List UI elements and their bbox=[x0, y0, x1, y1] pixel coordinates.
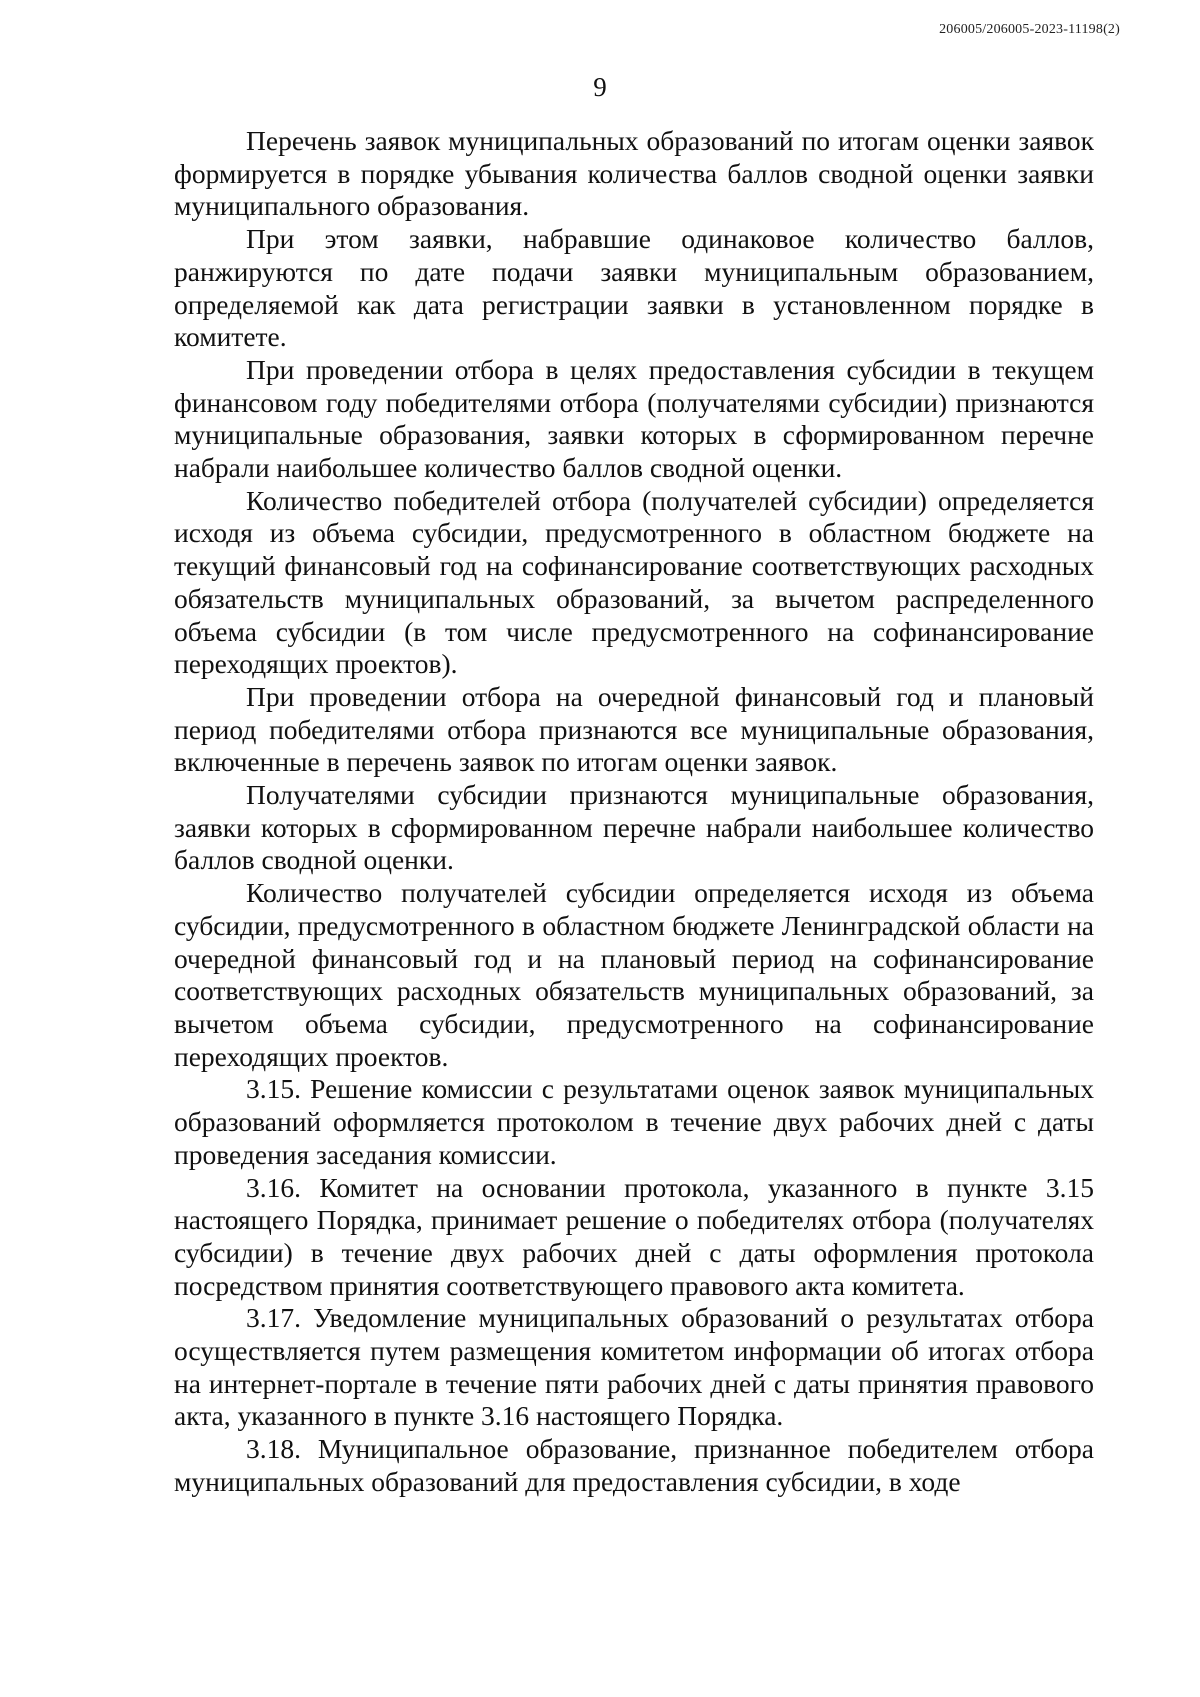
paragraph-current-year-winners: При проведении отбора в целях предоставления субсидии в текущем финансовом году победителями отбора (получателями субсидии) признаются муниципальные образования, заявки которых в сформированном перечне набрали наибольшее количество баллов сводной оценки. bbox=[174, 353, 1094, 484]
clause-3-16: 3.16. Комитет на основании протокола, указанного в пункте 3.15 настоящего Порядка, принимает решение о победителях отбора (получателях субсидии) в течение двух рабочих дней с даты оформления протокола посредством принятия соответствующего правового акта комитета. bbox=[174, 1171, 1094, 1301]
paragraph-subsidy-recipients: Получателями субсидии признаются муниципальные образования, заявки которых в сформированном перечне набрали наибольшее количество баллов сводной оценки. bbox=[174, 779, 1094, 876]
paragraph-application-list: Перечень заявок муниципальных образований по итогам оценки заявок формируется в порядке убывания количества баллов сводной оценки заявки муниципального образования. bbox=[174, 125, 1094, 222]
paragraph-winners-count: Количество победителей отбора (получателей субсидии) определяется исходя из объема субсидии, предусмотренного в областном бюджете на текущий финансовый год на софинансирование соответствующих расходных обязательств муниципальных образований, за вычетом распределенного объема субсидии (в том числе предусмотренного на софинансирование переходящих проектов). bbox=[174, 484, 1094, 680]
document-registration-number: 206005/206005-2023-11198(2) bbox=[939, 22, 1120, 37]
document-body bbox=[174, 125, 1094, 1499]
paragraph-planning-period-winners: При проведении отбора на очередной финансовый год и плановый период победителями отбора признаются все муниципальные образования, включенные в перечень заявок по итогам оценки заявок. bbox=[174, 680, 1094, 778]
paragraph-recipients-count: Количество получателей субсидии определяется исходя из объема субсидии, предусмотренного в областном бюджете Ленинградской области на очередной финансовый год и на плановый период на софинансирование соответствующих расходных обязательств муниципальных образований, за вычетом объема субсидии, предусмотренного на софинансирование переходящих проектов. bbox=[174, 877, 1094, 1072]
clause-3-18: 3.18. Муниципальное образование, признанное победителем отбора муниципальных образований для предоставления субсидии, в ходе bbox=[174, 1433, 1094, 1497]
page-number: 9 bbox=[593, 72, 607, 102]
paragraph-equal-score-ranking: При этом заявки, набравшие одинаковое количество баллов, ранжируются по дате подачи заявки муниципальным образованием, определяемой как дата регистрации заявки в установленном порядке в комитете. bbox=[174, 223, 1094, 353]
clause-3-15: 3.15. Решение комиссии с результатами оценок заявок муниципальных образований оформляется протоколом в течение двух рабочих дней с даты проведения заседания комиссии. bbox=[174, 1073, 1094, 1170]
clause-3-17: 3.17. Уведомление муниципальных образований о результатах отбора осуществляется путем размещения комитетом информации об итогах отбора на интернет-портале в течение пяти рабочих дней с даты принятия правового акта, указанного в пункте 3.16 настоящего Порядка. bbox=[174, 1302, 1094, 1432]
